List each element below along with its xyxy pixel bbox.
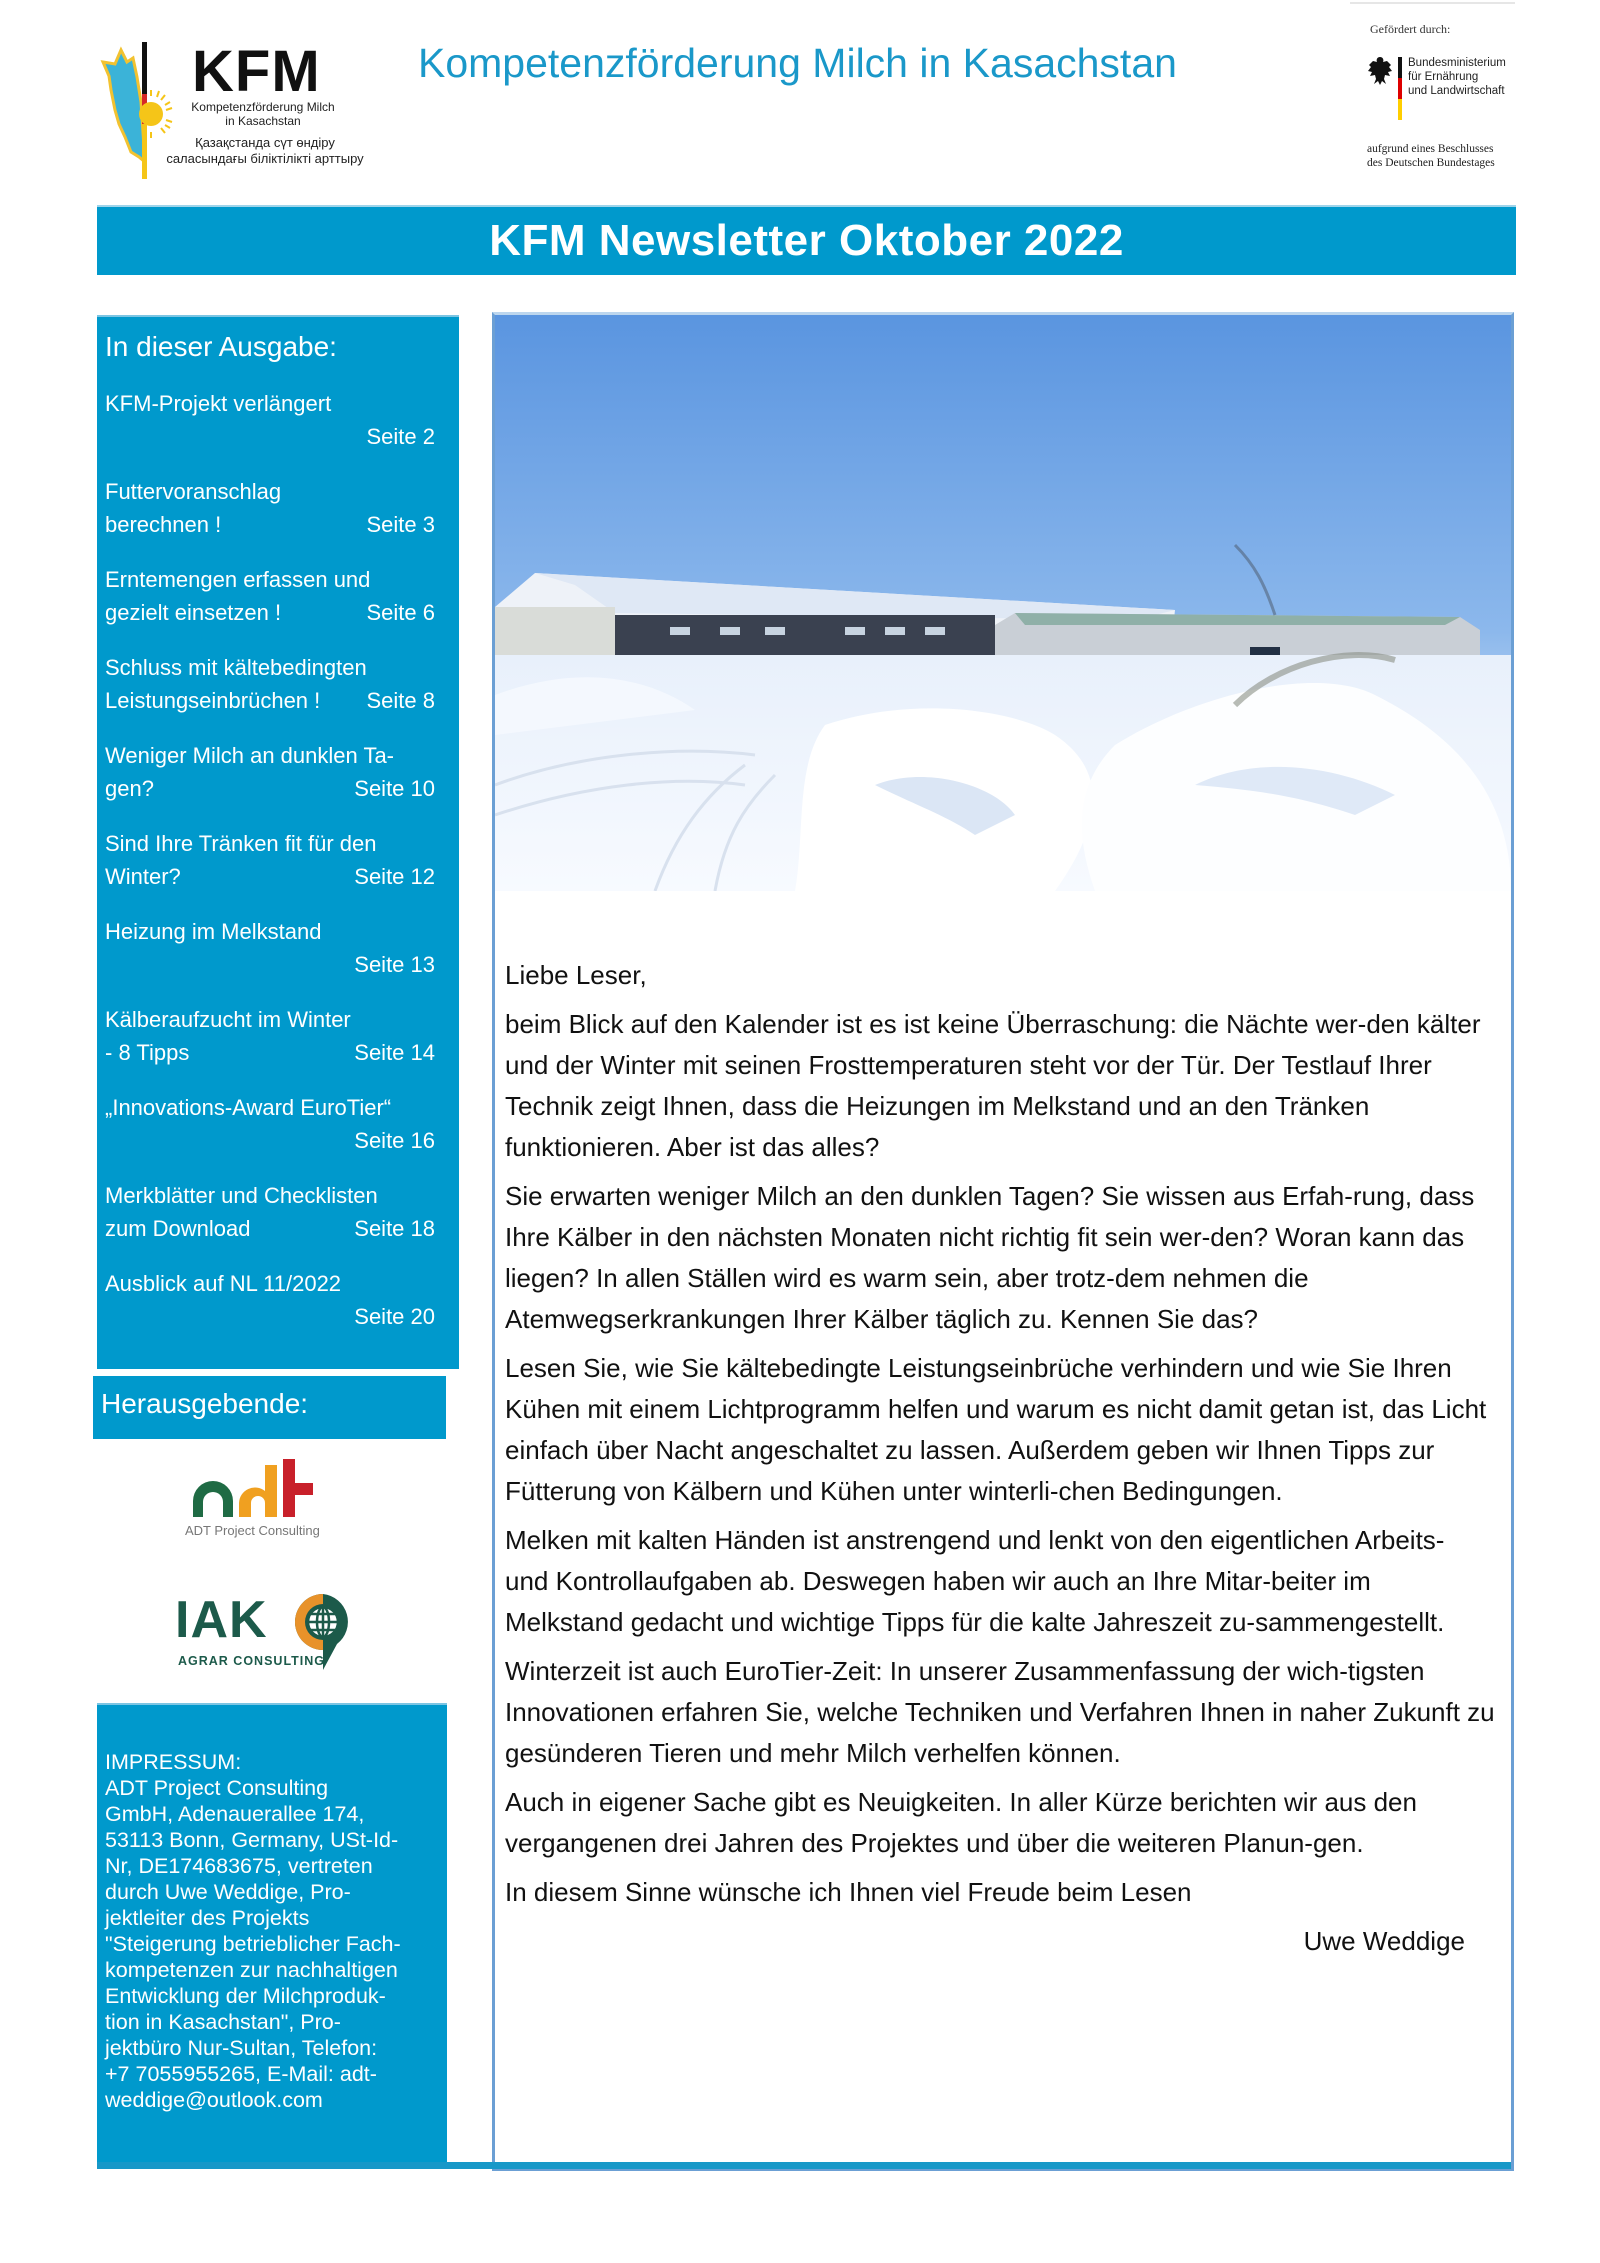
toc-item[interactable] [105,739,435,805]
publishers-heading-box [93,1376,446,1439]
toc-item[interactable] [105,475,435,541]
toc-item-title-cont: gen? [105,776,154,801]
impressum-line: Entwicklung der Milchproduk- [105,1984,386,2008]
footer-rule [97,2162,1511,2169]
toc-item[interactable] [105,1267,435,1333]
impressum-line: GmbH, Adenauerallee 174, [105,1802,365,1826]
kfm-acronym: KFM [192,39,321,104]
toc-item-page: Seite 16 [354,1128,435,1153]
toc-item-title: „Innovations-Award EuroTier“ [105,1095,392,1120]
impressum-heading: IMPRESSUM: [105,1750,242,1774]
toc-item-page: Seite 6 [366,600,435,625]
newsletter-title: KFM Newsletter Oktober 2022 [489,216,1124,265]
impressum-line: ADT Project Consulting [105,1776,329,1800]
toc-item-page: Seite 20 [354,1304,435,1329]
article-paragraph: beim Blick auf den Kalender ist es ist keine Überraschung: die Nächte wer-den kälter und der Winter mit seinen Frosttemperaturen steht vor der Tür. Der Testlauf Ihrer Technik zeigt Ihnen, dass die Heizungen im Melkstand und an den Tränken funktionieren. Aber ist das alles? [505,1009,1481,1162]
article-paragraph: Melken mit kalten Händen ist anstrengend und lenkt von den eigentlichen Arbeits- und Kontrollaufgaben ab. Deswegen haben wir auch an Ihre Mitar-beiter im Melkstand gedacht und wichtige Tipps für die kalte Jahreszeit zu-sammengestellt. [505,1525,1445,1637]
kfm-subtitle-kz-line2: саласындағы біліктілікті арттыру [166,151,364,166]
toc-item-page: Seite 13 [354,952,435,977]
german-flag-bar-icon [1398,57,1402,120]
impressum-line: tion in Kasachstan", Pro- [105,2010,341,2034]
toc-title: In dieser Ausgabe: [105,331,337,362]
site-title: Kompetenzförderung Milch in Kasachstan [418,40,1177,86]
kfm-logo [95,32,365,187]
toc-item-title: Weniger Milch an dunklen Ta- [105,743,395,768]
toc-item-title: Futtervoranschlag [105,479,282,504]
adt-wordmark-icon [185,1455,345,1521]
toc-item-page: Seite 8 [366,688,435,713]
toc-list [105,387,435,1355]
toc-item-page: Seite 10 [354,776,435,801]
table-of-contents [97,315,459,1369]
kfm-subtitle-de [178,100,348,128]
impressum-line: Nr, DE174683675, vertreten [105,1854,373,1878]
signature: Uwe Weddige [1303,1926,1465,1956]
sponsor-logo [1340,0,1520,180]
impressum-text [105,1749,443,2113]
ministry-line: und Landwirtschaft [1408,85,1505,97]
toc-item-title: Sind Ihre Tränken fit für den [105,831,377,856]
impressum-line: +7 7055955265, E-Mail: adt- [105,2062,377,2086]
kfm-subtitle-kz [165,135,365,167]
toc-item-title: KFM-Projekt verlängert [105,391,332,416]
toc-item-title-cont: Leistungseinbrüchen ! [105,688,321,713]
divider [1350,2,1515,4]
article-paragraph: Lesen Sie, wie Sie kältebedingte Leistungseinbrüche verhindern und wie Sie Ihren Kühen mit einem Lichtprogramm helfen und warum es nicht damit getan ist, das Licht einfach über Nacht angeschaltet zu lassen. Außerdem geben wir Ihnen Tipps zur Fütterung von Kälbern und Kühen unter winterli-chen Bedingungen. [505,1353,1487,1506]
decision-line: aufgrund eines Beschlusses [1367,143,1494,155]
toc-item-page: Seite 18 [354,1216,435,1241]
impressum-line: jektbüro Nur-Sultan, Telefon: [105,2036,378,2060]
toc-item-page: Seite 3 [366,512,435,537]
iak-wordmark: IAK [175,1591,268,1649]
sponsor-label: Gefördert durch: [1370,22,1451,36]
toc-item-title: Erntemengen erfassen und [105,567,371,592]
editorial-text [505,955,1495,1970]
iak-logo [175,1590,365,1680]
hero-image-winter-dairy-farm [495,315,1511,891]
federal-eagle-icon [1367,55,1393,87]
toc-item-title-cont: zum Download [105,1216,251,1241]
toc-item[interactable] [105,1091,435,1157]
newsletter-banner [97,205,1516,275]
impressum-box [97,1703,447,2162]
adt-caption: ADT Project Consulting [185,1523,320,1538]
toc-item-page: Seite 2 [366,424,435,449]
impressum-line: jektleiter des Projekts [105,1906,310,1930]
article-paragraph: Auch in eigener Sache gibt es Neuigkeiten. In aller Kürze berichten wir aus den vergangenen drei Jahren des Projektes und über die weiteren Planun-gen. [505,1787,1417,1858]
closing-line: In diesem Sinne wünsche ich Ihnen viel Freude beim Lesen [505,1877,1192,1907]
ministry-line: für Ernährung [1408,71,1479,83]
decision-line: des Deutschen Bundestages [1367,157,1495,169]
toc-item-title-cont: berechnen ! [105,512,222,537]
toc-item-title-cont: - 8 Tipps [105,1040,190,1065]
toc-item-title: Ausblick auf NL 11/2022 [105,1271,342,1296]
impressum-line: durch Uwe Weddige, Pro- [105,1880,351,1904]
bundestag-decision-note [1367,142,1495,170]
kfm-subtitle-de-line1: Kompetenzförderung Milch [191,100,335,114]
article-paragraph: Winterzeit ist auch EuroTier-Zeit: In unserer Zusammenfassung der wich-tigsten Innovationen erfahren Sie, welche Techniken und Verfahren Ihnen in naher Zukunft zu gesünderen Tieren und mehr Milch verhelfen können. [505,1656,1495,1768]
toc-item-title-cont: gezielt einsetzen ! [105,600,282,625]
toc-item-title: Schluss mit kältebedingten [105,655,367,680]
main-article-frame [492,312,1514,2171]
toc-item[interactable] [105,827,435,893]
toc-item-title: Kälberaufzucht im Winter [105,1007,351,1032]
greeting: Liebe Leser, [505,960,647,990]
kfm-subtitle-de-line2: in Kasachstan [225,114,301,128]
publishers-heading: Herausgebende: [101,1388,309,1419]
toc-item-title-cont: Winter? [105,864,181,889]
impressum-line: 53113 Bonn, Germany, USt-Id- [105,1828,399,1852]
ministry-line: Bundesministerium [1408,57,1506,69]
article-paragraph: Sie erwarten weniger Milch an den dunklen Tagen? Sie wissen aus Erfah-rung, dass Ihre Kälber in den nächsten Monaten nicht richtig fit sein wer-den? Woran kann das liegen? In allen Ställen wird es warm sein, aber trotz-dem nehmen die Atemwegserkrankungen Ihrer Kälber täglich zu. Kennen Sie das? [505,1181,1475,1334]
toc-item[interactable] [105,1003,435,1069]
toc-item-page: Seite 14 [354,1040,435,1065]
toc-item-title: Merkblätter und Checklisten [105,1183,378,1208]
kfm-subtitle-kz-line1: Қазақстанда сүт өндіру [195,135,335,150]
toc-item[interactable] [105,915,435,981]
toc-item-title: Heizung im Melkstand [105,919,322,944]
toc-item[interactable] [105,651,435,717]
impressum-line: weddige@outlook.com [105,2088,323,2112]
impressum-line: kompetenzen zur nachhaltigen [105,1958,398,1982]
adt-logo [185,1455,345,1540]
impressum-line: "Steigerung betrieblicher Fach- [105,1932,401,1956]
ministry-name [1408,56,1506,98]
toc-item[interactable] [105,1179,435,1245]
toc-item-page: Seite 12 [354,864,435,889]
hero-photo [495,315,1511,891]
toc-item[interactable] [105,387,435,453]
iak-caption: AGRAR CONSULTING [178,1654,326,1668]
toc-item[interactable] [105,563,435,629]
